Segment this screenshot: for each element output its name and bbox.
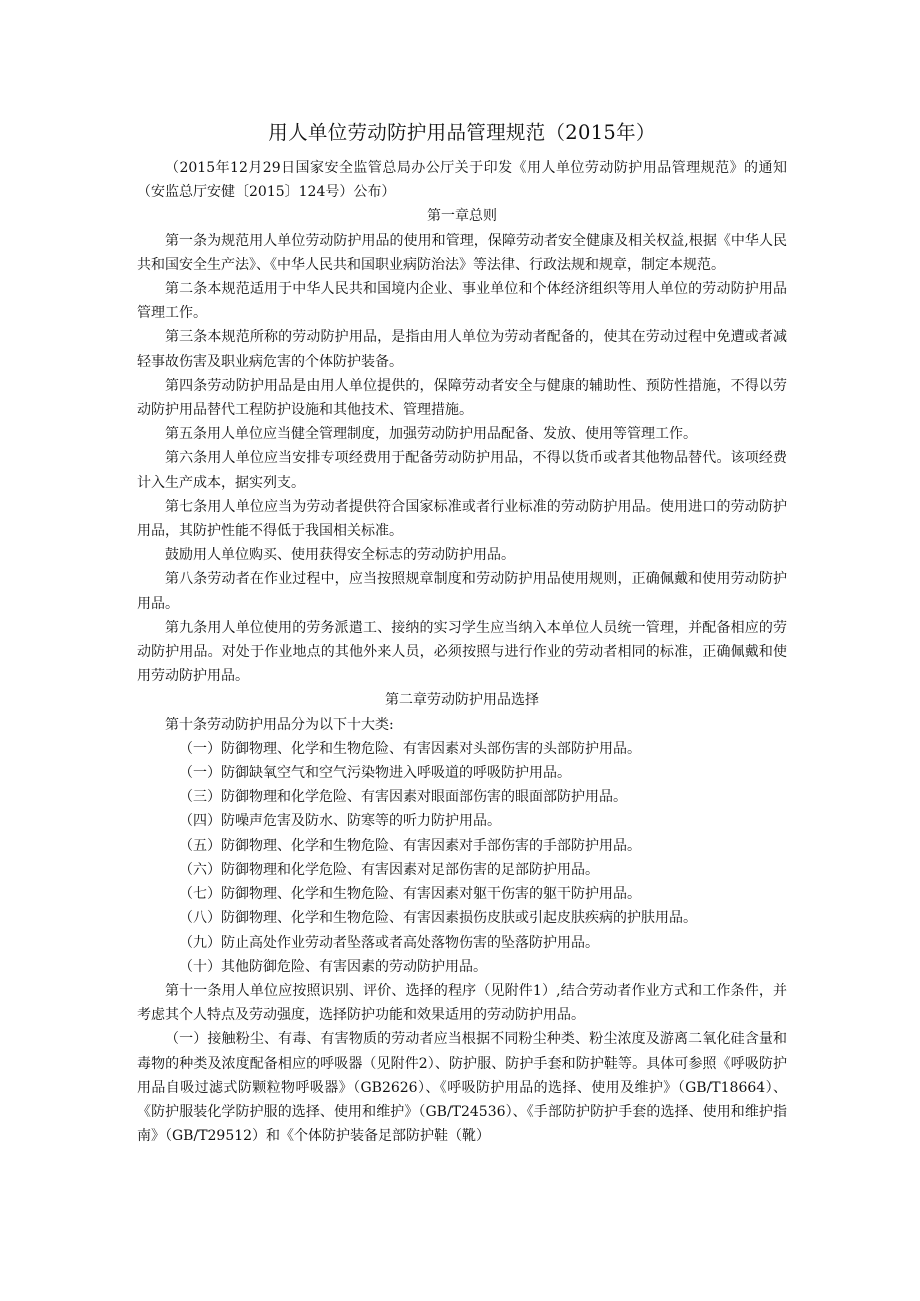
- article-10: 第十条劳动防护用品分为以下十大类:: [165, 716, 394, 733]
- article-11: 第十一条用人单位应按照识别、评价、选择的程序（见附件1）,结合劳动者作业方式和工作条件，并考虑其个人特点及劳动强度，选择防护功能和效果适用的劳动防护用品。: [137, 982, 787, 1024]
- document-page: [137, 118, 787, 1148]
- category-item: （五）防御物理、化学和生物危险、有害因素对手部伤害的手部防护用品。: [179, 837, 641, 854]
- chapter-1-heading: 第一章总则: [427, 208, 497, 225]
- category-item: （三）防御物理和化学危险、有害因素对眼面部伤害的眼面部防护用品。: [179, 789, 627, 806]
- article-9: 第九条用人单位使用的劳务派遣工、接纳的实习学生应当纳入本单位人员统一管理，并配备相应的劳动防护用品。对处于作业地点的其他外来人员，必须按照与进行作业的劳动者相同的标准，正确佩戴和使用劳动防护用品。: [137, 619, 787, 685]
- chapter-2-heading: 第二章劳动防护用品选择: [385, 692, 539, 709]
- article-5: 第五条用人单位应当健全管理制度，加强劳动防护用品配备、发放、使用等管理工作。: [165, 426, 697, 443]
- article-7: 第七条用人单位应当为劳动者提供符合国家标准或者行业标准的劳动防护用品。使用进口的劳动防护用品，其防护性能不得低于我国相关标准。: [137, 498, 787, 540]
- category-item: （七）防御物理、化学和生物危险、有害因素对躯干伤害的躯干防护用品。: [179, 886, 641, 903]
- category-item: （九）防止高处作业劳动者坠落或者高处落物伤害的坠落防护用品。: [179, 934, 599, 951]
- category-item: （一）防御缺氧空气和空气污染物进入呼吸道的呼吸防护用品。: [179, 765, 571, 782]
- article-7-extra: 鼓励用人单位购买、使用获得安全标志的劳动防护用品。: [165, 547, 515, 564]
- article-8: 第八条劳动者在作业过程中，应当按照规章制度和劳动防护用品使用规则，正确佩戴和使用劳动防护用品。: [137, 571, 787, 612]
- article-2: 第二条本规范适用于中华人民共和国境内企业、事业单位和个体经济组织等用人单位的劳动防护用品管理工作。: [137, 281, 787, 322]
- article-6: 第六条用人单位应当安排专项经费用于配备劳动防护用品，不得以货币或者其他物品替代。该项经费计入生产成本，据实列支。: [137, 450, 787, 491]
- category-item: （四）防噪声危害及防水、防寒等的听力防护用品。: [179, 813, 501, 830]
- article-4: 第四条劳动防护用品是由用人单位提供的，保障劳动者安全与健康的辅助性、预防性措施，不得以劳动防护用品替代工程防护设施和其他技术、管理措施。: [137, 377, 787, 419]
- article-1: 第一条为规范用人单位劳动防护用品的使用和管理，保障劳动者安全健康及相关权益,根据《中华人民共和国安全生产法》、《中华人民共和国职业病防治法》等法律、行政法规和规章，制定本规范。: [137, 232, 787, 273]
- article-3: 第三条本规范所称的劳动防护用品，是指由用人单位为劳动者配备的，使其在劳动过程中免遭或者减轻事故伤害及职业病危害的个体防护装备。: [137, 329, 787, 370]
- category-item: （八）防御物理、化学和生物危险、有害因素损伤皮肤或引起皮肤疾病的护肤用品。: [179, 910, 697, 927]
- document-subtitle: （2015年12月29日国家安全监管总局办公厅关于印发《用人单位劳动防护用品管理规范》的通知（安监总厅安健〔2015〕124号）公布）: [137, 160, 787, 201]
- article-11-item-1: （一）接触粉尘、有毒、有害物质的劳动者应当根据不同粉尘种类、粉尘浓度及游离二氧化硅含量和毒物的种类及浓度配备相应的呼吸器（见附件2）、防护服、防护手套和防护鞋等。具体可参照《呼吸防护用品自吸过滤式防颗粒物呼吸器》（GB2626）、《呼吸防护用品的选择、使用及维护》（GB/T18664）、《防护服装化学防护服的选择、使用和维护》（GB/T24536）、《手部防护防护手套的选择、使用和维护指南》（GB/T29512）和《个体防护装备足部防护鞋（靴）: [137, 1031, 787, 1145]
- category-item: （六）防御物理和化学危险、有害因素对足部伤害的足部防护用品。: [179, 861, 599, 878]
- category-item: （一）防御物理、化学和生物危险、有害因素对头部伤害的头部防护用品。: [179, 740, 641, 757]
- document-title: 用人单位劳动防护用品管理规范（2015年）: [268, 121, 656, 144]
- category-item: （十）其他防御危险、有害因素的劳动防护用品。: [179, 958, 487, 975]
